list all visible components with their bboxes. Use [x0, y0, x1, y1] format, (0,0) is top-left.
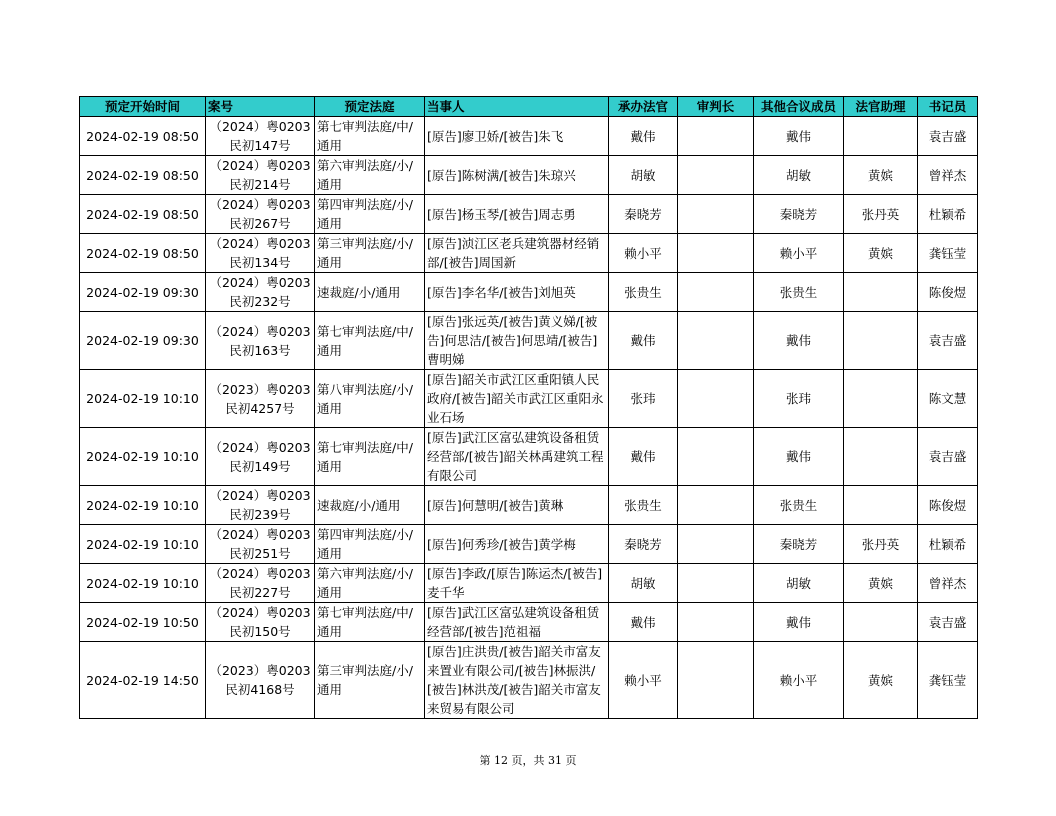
cell-presiding [678, 525, 754, 564]
cell-members: 张贵生 [754, 273, 844, 312]
cell-members: 戴伟 [754, 117, 844, 156]
table-row [80, 312, 978, 370]
cell-assistant [844, 486, 918, 525]
table-row [80, 428, 978, 486]
cell-court: 第三审判法庭/小/通用 [315, 642, 425, 719]
header-presiding-judge: 审判长 [678, 97, 754, 117]
cell-start-time: 2024-02-19 10:10 [80, 370, 206, 428]
cell-members: 赖小平 [754, 234, 844, 273]
cell-assistant [844, 312, 918, 370]
table-row [80, 642, 978, 719]
cell-judge: 秦晓芳 [609, 525, 678, 564]
cell-presiding [678, 642, 754, 719]
cell-parties: [原告]李政/[原告]陈运杰/[被告]麦千华 [425, 564, 609, 603]
cell-assistant: 黄嫔 [844, 234, 918, 273]
header-parties: 当事人 [425, 97, 609, 117]
cell-court: 第八审判法庭/小/通用 [315, 370, 425, 428]
header-clerk: 书记员 [918, 97, 978, 117]
cell-presiding [678, 370, 754, 428]
cell-case-no: （2023）粤0203民初4257号 [206, 370, 315, 428]
cell-clerk: 袁吉盛 [918, 428, 978, 486]
cell-parties: [原告]韶关市武江区重阳镇人民政府/[被告]韶关市武江区重阳永业石场 [425, 370, 609, 428]
cell-parties: [原告]张远英/[被告]黄义娣/[被告]何思洁/[被告]何思靖/[被告]曹明娣 [425, 312, 609, 370]
table-row [80, 117, 978, 156]
cell-clerk: 曾祥杰 [918, 156, 978, 195]
cell-parties: [原告]何秀珍/[被告]黄学梅 [425, 525, 609, 564]
cell-case-no: （2024）粤0203民初214号 [206, 156, 315, 195]
cell-assistant: 黄嫔 [844, 564, 918, 603]
cell-start-time: 2024-02-19 10:10 [80, 486, 206, 525]
hearing-schedule-table [79, 96, 978, 719]
cell-judge: 戴伟 [609, 312, 678, 370]
cell-members: 胡敏 [754, 156, 844, 195]
table-row [80, 273, 978, 312]
cell-presiding [678, 603, 754, 642]
table-row [80, 195, 978, 234]
cell-presiding [678, 156, 754, 195]
cell-start-time: 2024-02-19 10:10 [80, 525, 206, 564]
table-row [80, 156, 978, 195]
cell-presiding [678, 312, 754, 370]
cell-parties: [原告]武江区富弘建筑设备租赁经营部/[被告]韶关林禹建筑工程有限公司 [425, 428, 609, 486]
cell-members: 胡敏 [754, 564, 844, 603]
cell-case-no: （2024）粤0203民初147号 [206, 117, 315, 156]
cell-parties: [原告]武江区富弘建筑设备租赁经营部/[被告]范祖福 [425, 603, 609, 642]
cell-assistant: 张丹英 [844, 525, 918, 564]
cell-presiding [678, 117, 754, 156]
table-row [80, 370, 978, 428]
cell-judge: 秦晓芳 [609, 195, 678, 234]
cell-court: 第四审判法庭/小/通用 [315, 525, 425, 564]
header-row [80, 97, 978, 117]
cell-judge: 胡敏 [609, 564, 678, 603]
cell-assistant [844, 273, 918, 312]
cell-assistant [844, 428, 918, 486]
cell-members: 戴伟 [754, 603, 844, 642]
cell-clerk: 袁吉盛 [918, 312, 978, 370]
cell-start-time: 2024-02-19 09:30 [80, 312, 206, 370]
cell-parties: [原告]何慧明/[被告]黄琳 [425, 486, 609, 525]
cell-judge: 戴伟 [609, 428, 678, 486]
cell-parties: [原告]廖卫娇/[被告]朱飞 [425, 117, 609, 156]
cell-case-no: （2024）粤0203民初149号 [206, 428, 315, 486]
cell-judge: 戴伟 [609, 603, 678, 642]
cell-parties: [原告]李名华/[被告]刘旭英 [425, 273, 609, 312]
table-row [80, 603, 978, 642]
cell-clerk: 陈俊煜 [918, 273, 978, 312]
cell-start-time: 2024-02-19 14:50 [80, 642, 206, 719]
cell-case-no: （2024）粤0203民初267号 [206, 195, 315, 234]
cell-court: 第七审判法庭/中/通用 [315, 117, 425, 156]
cell-clerk: 袁吉盛 [918, 117, 978, 156]
cell-clerk: 袁吉盛 [918, 603, 978, 642]
cell-assistant [844, 117, 918, 156]
cell-members: 秦晓芳 [754, 195, 844, 234]
cell-clerk: 杜颖希 [918, 525, 978, 564]
cell-start-time: 2024-02-19 10:10 [80, 564, 206, 603]
cell-case-no: （2023）粤0203民初4168号 [206, 642, 315, 719]
cell-case-no: （2024）粤0203民初163号 [206, 312, 315, 370]
cell-assistant: 黄嫔 [844, 156, 918, 195]
table-row [80, 525, 978, 564]
cell-court: 第三审判法庭/小/通用 [315, 234, 425, 273]
cell-presiding [678, 234, 754, 273]
cell-members: 戴伟 [754, 428, 844, 486]
cell-members: 张贵生 [754, 486, 844, 525]
table-row [80, 564, 978, 603]
cell-clerk: 杜颖希 [918, 195, 978, 234]
cell-court: 第七审判法庭/中/通用 [315, 428, 425, 486]
header-start-time: 预定开始时间 [80, 97, 206, 117]
table-row [80, 234, 978, 273]
cell-assistant [844, 370, 918, 428]
cell-start-time: 2024-02-19 08:50 [80, 234, 206, 273]
cell-members: 张玮 [754, 370, 844, 428]
header-judge-assistant: 法官助理 [844, 97, 918, 117]
cell-start-time: 2024-02-19 08:50 [80, 156, 206, 195]
header-judge: 承办法官 [609, 97, 678, 117]
cell-judge: 张贵生 [609, 486, 678, 525]
header-case-no: 案号 [206, 97, 315, 117]
cell-presiding [678, 195, 754, 234]
cell-parties: [原告]杨玉琴/[被告]周志勇 [425, 195, 609, 234]
cell-case-no: （2024）粤0203民初227号 [206, 564, 315, 603]
cell-court: 第六审判法庭/小/通用 [315, 156, 425, 195]
cell-case-no: （2024）粤0203民初134号 [206, 234, 315, 273]
header-other-members: 其他合议成员 [754, 97, 844, 117]
cell-court: 第四审判法庭/小/通用 [315, 195, 425, 234]
cell-assistant: 张丹英 [844, 195, 918, 234]
cell-start-time: 2024-02-19 09:30 [80, 273, 206, 312]
cell-parties: [原告]浈江区老兵建筑器材经销部/[被告]周国新 [425, 234, 609, 273]
cell-clerk: 陈俊煜 [918, 486, 978, 525]
cell-court: 第七审判法庭/中/通用 [315, 603, 425, 642]
cell-clerk: 曾祥杰 [918, 564, 978, 603]
cell-members: 戴伟 [754, 312, 844, 370]
cell-clerk: 陈文慧 [918, 370, 978, 428]
cell-judge: 戴伟 [609, 117, 678, 156]
cell-start-time: 2024-02-19 10:10 [80, 428, 206, 486]
cell-assistant: 黄嫔 [844, 642, 918, 719]
cell-case-no: （2024）粤0203民初251号 [206, 525, 315, 564]
cell-court: 第六审判法庭/小/通用 [315, 564, 425, 603]
cell-presiding [678, 273, 754, 312]
cell-parties: [原告]庄洪贵/[被告]韶关市富友来置业有限公司/[被告]林振洪/[被告]林洪茂/[被告]韶关市富友来贸易有限公司 [425, 642, 609, 719]
cell-presiding [678, 428, 754, 486]
cell-clerk: 龚钰莹 [918, 234, 978, 273]
cell-judge: 张贵生 [609, 273, 678, 312]
cell-presiding [678, 486, 754, 525]
cell-court: 速裁庭/小/通用 [315, 486, 425, 525]
cell-start-time: 2024-02-19 08:50 [80, 195, 206, 234]
cell-parties: [原告]陈树满/[被告]朱琼兴 [425, 156, 609, 195]
cell-case-no: （2024）粤0203民初239号 [206, 486, 315, 525]
page-number-footer: 第 12 页，共 31 页 [479, 754, 577, 767]
cell-case-no: （2024）粤0203民初150号 [206, 603, 315, 642]
cell-clerk: 龚钰莹 [918, 642, 978, 719]
table-row [80, 486, 978, 525]
header-court: 预定法庭 [315, 97, 425, 117]
cell-assistant [844, 603, 918, 642]
cell-judge: 胡敏 [609, 156, 678, 195]
cell-judge: 赖小平 [609, 234, 678, 273]
cell-judge: 张玮 [609, 370, 678, 428]
cell-start-time: 2024-02-19 10:50 [80, 603, 206, 642]
cell-judge: 赖小平 [609, 642, 678, 719]
cell-court: 速裁庭/小/通用 [315, 273, 425, 312]
cell-court: 第七审判法庭/中/通用 [315, 312, 425, 370]
cell-members: 赖小平 [754, 642, 844, 719]
cell-presiding [678, 564, 754, 603]
cell-start-time: 2024-02-19 08:50 [80, 117, 206, 156]
cell-members: 秦晓芳 [754, 525, 844, 564]
cell-case-no: （2024）粤0203民初232号 [206, 273, 315, 312]
